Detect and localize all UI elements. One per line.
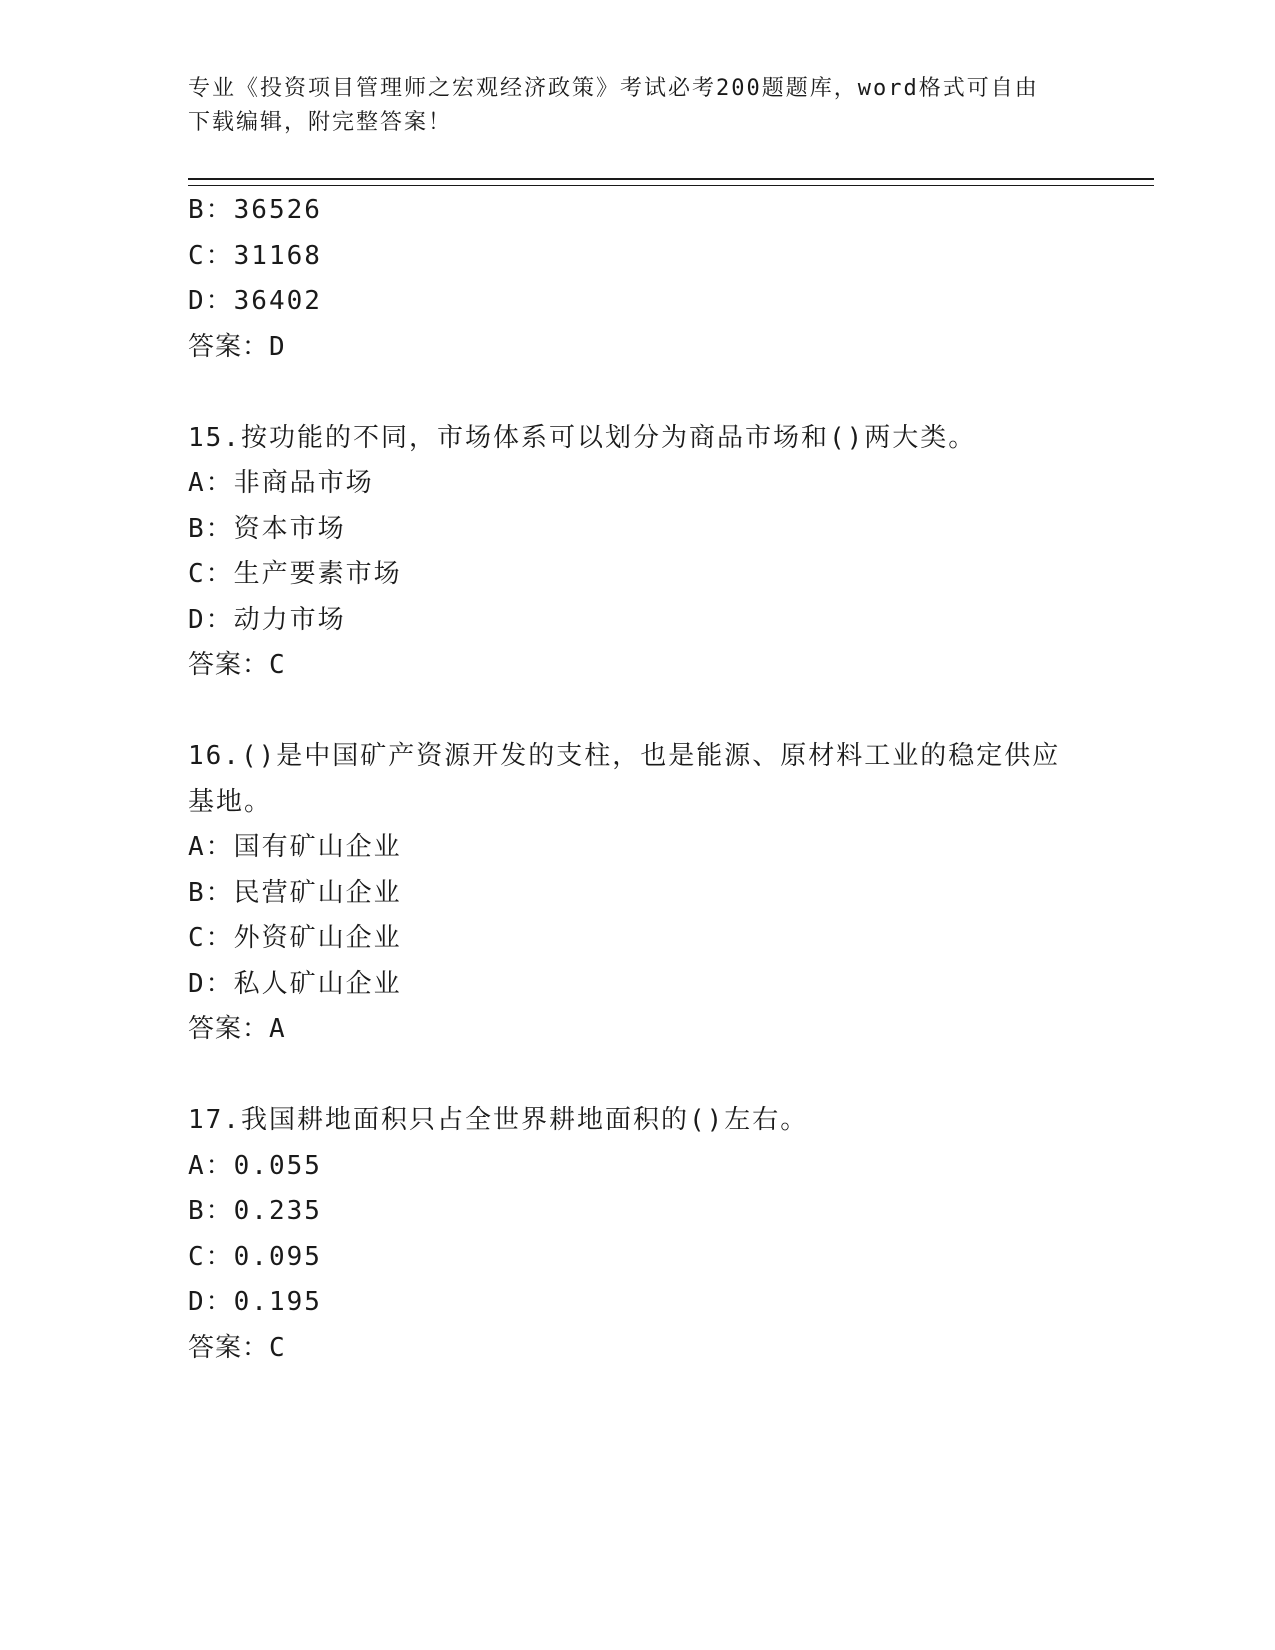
option-text: 国有矿山企业 — [233, 832, 402, 862]
header-line-1: 专业《投资项目管理师之宏观经济政策》考试必考200题题库，word格式可自由 — [188, 76, 1039, 101]
option-text: 生产要素市场 — [233, 559, 402, 589]
option-d — [188, 962, 1088, 1008]
option-text: 0.095 — [233, 1241, 322, 1272]
option-key: B： — [188, 877, 234, 908]
option-d — [188, 598, 1088, 644]
question-stem: 15.按功能的不同，市场体系可以划分为商品市场和()两大类。 — [188, 422, 977, 453]
question-stem: 17.我国耕地面积只占全世界耕地面积的()左右。 — [188, 1105, 809, 1135]
option-key: B： — [188, 1196, 234, 1226]
answer-value: C — [269, 650, 286, 680]
option-key: C： — [188, 923, 234, 953]
option-a — [188, 825, 1088, 871]
option-b — [188, 1189, 1088, 1235]
option-text: 外资矿山企业 — [233, 923, 402, 953]
option-a — [188, 1144, 1088, 1190]
answer-line — [188, 1326, 1088, 1372]
option-text: 31168 — [233, 240, 322, 271]
question-stem-line-2: 基地。 — [188, 786, 273, 817]
answer-value: C — [269, 1332, 286, 1363]
option-key: C： — [188, 240, 234, 271]
option-c — [188, 1235, 1088, 1281]
prev-question — [188, 188, 1088, 370]
option-text: 0.235 — [233, 1196, 322, 1226]
page-header — [188, 72, 1088, 140]
option-key: C： — [188, 559, 234, 589]
option-text: 私人矿山企业 — [233, 968, 402, 999]
option-key: D： — [188, 968, 234, 999]
option-key: B： — [188, 195, 234, 225]
option-c — [188, 234, 1088, 280]
answer-value: A — [269, 1014, 286, 1044]
option-text: 非商品市场 — [233, 468, 374, 498]
option-text: 民营矿山企业 — [233, 877, 402, 908]
option-key: A： — [188, 468, 234, 498]
option-key: D： — [188, 1287, 234, 1317]
answer-line — [188, 1007, 1088, 1053]
option-key: B： — [188, 513, 234, 544]
option-text: 0.055 — [233, 1150, 322, 1181]
document-body — [188, 188, 1088, 1371]
option-text: 资本市场 — [233, 513, 346, 544]
option-text: 36526 — [233, 195, 322, 225]
header-line-2: 下载编辑，附完整答案！ — [188, 110, 453, 135]
question-15 — [188, 416, 1088, 689]
question-stem-line-1: 16.()是中国矿产资源开发的支柱，也是能源、原材料工业的稳定供应 — [188, 741, 1061, 771]
option-text: 动力市场 — [233, 604, 346, 635]
question-17 — [188, 1098, 1088, 1371]
header-divider — [188, 178, 1154, 186]
option-d — [188, 1280, 1088, 1326]
option-key: D： — [188, 604, 234, 635]
option-b — [188, 507, 1088, 553]
option-text: 36402 — [233, 286, 322, 316]
option-c — [188, 916, 1088, 962]
answer-line — [188, 325, 1088, 371]
answer-line — [188, 643, 1088, 689]
answer-label: 答案： — [188, 1014, 270, 1044]
answer-value: D — [269, 331, 286, 362]
option-key: D： — [188, 286, 234, 316]
option-key: A： — [188, 832, 234, 862]
answer-label: 答案： — [188, 331, 270, 362]
answer-label: 答案： — [188, 1332, 270, 1363]
option-c — [188, 552, 1088, 598]
option-b — [188, 188, 1088, 234]
answer-label: 答案： — [188, 650, 270, 680]
option-key: A： — [188, 1150, 234, 1181]
option-key: C： — [188, 1241, 234, 1272]
question-16 — [188, 734, 1088, 1053]
option-d — [188, 279, 1088, 325]
option-a — [188, 461, 1088, 507]
option-b — [188, 871, 1088, 917]
option-text: 0.195 — [233, 1287, 322, 1317]
